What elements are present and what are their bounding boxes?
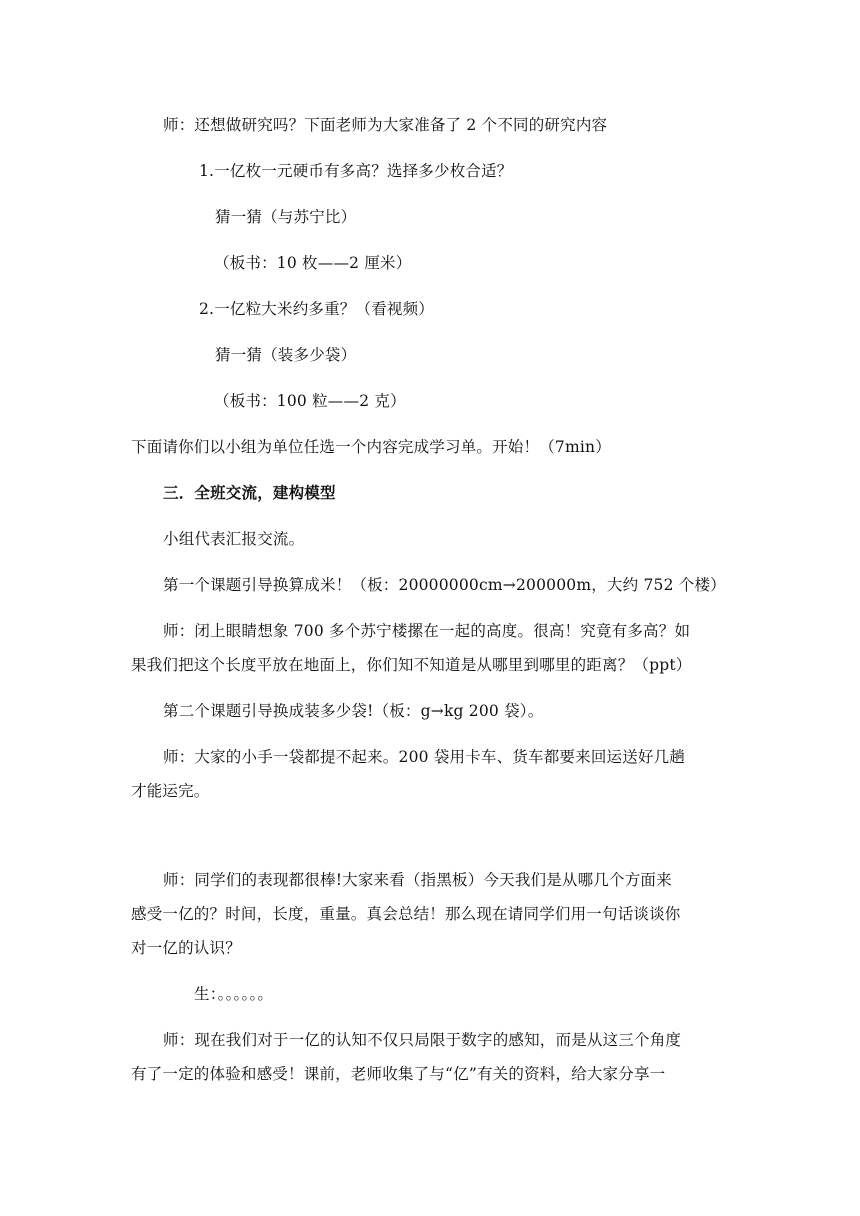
section-heading-class-exchange: 三．全班交流，建构模型 [163,483,336,502]
paragraph-teacher-imagine-line-2: 果我们把这个长度平放在地面上，你们知不知道是从哪里到哪里的距离？（ppt） [131,656,692,674]
paragraph-teacher-bags-line-1: 师：大家的小手一袋都提不起来。200 袋用卡车、货车都要来回运送好几趟 [163,748,686,766]
paragraph-teacher-conclusion-line-2: 有了一定的体验和感受！课前，老师收集了与“亿”有关的资料，给大家分享一 [131,1065,666,1083]
paragraph-teacher-summary-line-2: 感受一亿的？时间，长度，重量。真会总结！那么现在请同学们用一句话谈谈你 [131,905,681,923]
paragraph-teacher-summary-line-1: 师：同学们的表现都很棒!大家来看（指黑板）今天我们是从哪几个方面来 [163,871,672,889]
paragraph-group-task: 下面请你们以小组为单位任选一个内容完成学习单。开始！（7min） [131,438,611,456]
paragraph-topic-1-meters: 第一个课题引导换算成米！（板：20000000cm→200000m，大约 752 个楼） [163,576,726,594]
board-note-coins: （板书：10 枚——2 厘米） [214,254,412,272]
board-note-rice: （板书：100 粒——2 克） [214,392,406,410]
paragraph-group-report: 小组代表汇报交流。 [163,530,305,548]
paragraph-teacher-bags-line-2: 才能运完。 [131,782,210,800]
guess-suning: 猜一猜（与苏宁比） [215,208,357,226]
item-1-coin-height: 1.一亿枚一元硬币有多高？选择多少枚合适？ [199,162,513,180]
paragraph-teacher-summary-line-3: 对一亿的认识？ [131,939,241,957]
item-2-rice-weight: 2.一亿粒大米约多重？（看视频） [199,300,434,318]
student-response: 生：。。。。。。 [194,985,274,1003]
paragraph-teacher-research-intro: 师：还想做研究吗？下面老师为大家准备了 2 个不同的研究内容 [163,116,608,134]
paragraph-topic-2-bags: 第二个课题引导换成装多少袋!（板：g→kg 200 袋）。 [163,702,544,720]
guess-bags: 猜一猜（装多少袋） [215,346,357,364]
paragraph-teacher-conclusion-line-1: 师：现在我们对于一亿的认知不仅只局限于数字的感知，而是从这三个角度 [163,1031,682,1049]
paragraph-teacher-imagine-line-1: 师：闭上眼睛想象 700 多个苏宁楼摞在一起的高度。很高！究竟有多高？如 [163,622,691,640]
